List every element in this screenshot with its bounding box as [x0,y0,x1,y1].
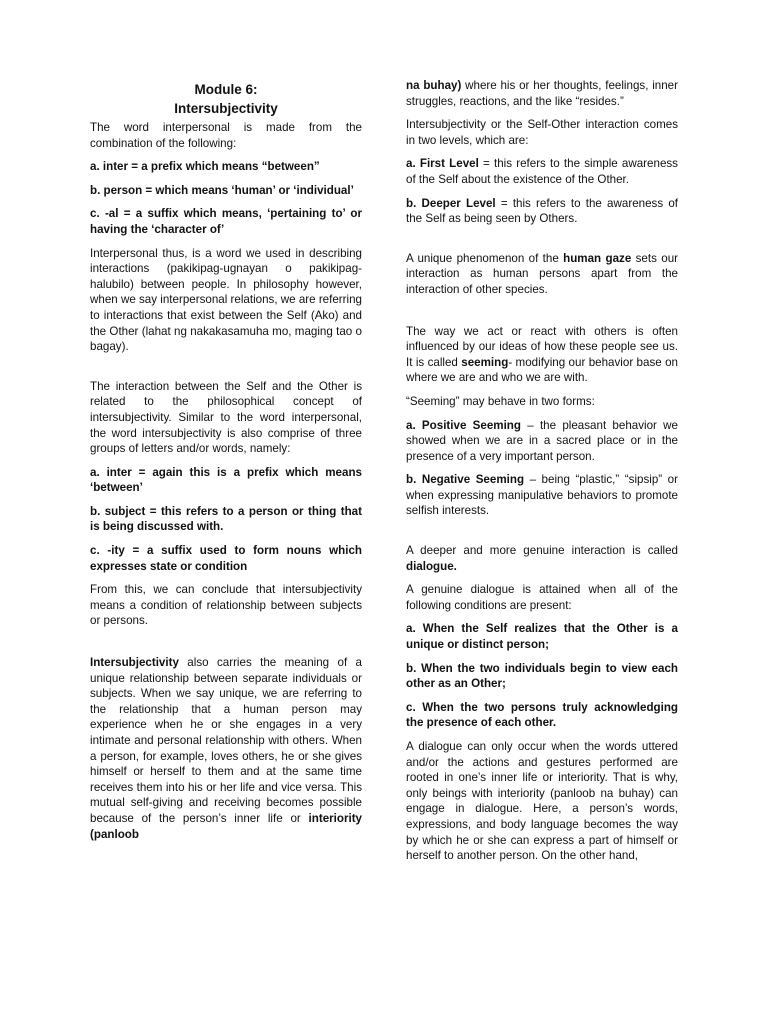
paragraph-human-gaze-pre: A unique phenomenon of the [406,251,564,265]
term-intersubjectivity: Intersubjectivity [90,656,179,670]
paragraph-human-gaze [406,251,678,298]
paragraph-dialogue [406,543,678,574]
paragraph-seeming-pre: The way we act or react with others is often influenced by our ideas of how these people see us. It is called [406,324,678,369]
term-na-buhay: na buhay) [406,79,462,92]
module-title-line1: Module 6: [194,82,258,97]
paragraph-intersubjectivity-concept: The interaction between the Self and the Other is related to the philosophical concept of intersubjectivity. Similar to the word interpersonal, the word intersubjectivity is also comprise of three groups of letters and/or words, namely: [90,379,362,456]
paragraph-interiority-continued-text: where his or her thoughts, feelings, inner struggles, reactions, and the like “resides.” [406,79,678,108]
level-first [406,156,678,187]
paragraph-interiority-continued [406,78,678,109]
seeming-positive-text: – the pleasant behavior we showed when we are in a sacred place or in the presence of a very important person. [406,418,678,463]
right-column [406,78,678,872]
level-deeper [406,196,678,227]
term-human-gaze: human gaze [563,251,632,265]
paragraph-unique-relationship-text: also carries the meaning of a unique relationship between separate individuals or subjects. When we say unique, we are referring to the relationship that a human person may experience when he or she engages in a very intimate and personal relationship with others. When a person, for example, loves others, he or she gives himself or herself to them and at the same time receives them into his or her life and vice versa. This mutual self-giving and receiving becomes possible because of the person’s inner life or [90,656,362,825]
seeming-negative-text: – being “plastic,” “sipsip” or when expressing manipulative behaviors to promote selfish interests. [406,473,678,518]
level-deeper-text: = this refers to the awareness of the Self as being seen by Others. [406,196,678,226]
seeming-positive [406,418,678,465]
term-seeming: seeming [461,355,509,369]
paragraph-interpersonal-meaning: Interpersonal thus, is a word we used in describing interactions (pakikipag-ugnayan o pakikipag-halubilo) between people. In philosophy however, when we say interpersonal relations, we are referring to interactions that exist between the Self (Ako) and the Other (lahat ng nakakasamuha mo, maging tao o bagay). [90,246,362,354]
module-title-line2: Intersubjectivity [174,101,278,116]
paragraph-dialogue-conditions: A genuine dialogue is attained when all of the following conditions are present: [406,583,678,612]
paragraph-seeming [406,324,678,386]
term-negative-seeming: b. Negative Seeming [406,473,525,487]
term-positive-seeming: a. Positive Seeming [406,418,521,432]
paragraph-seeming-forms: “Seeming” may behave in two forms: [406,394,595,408]
paragraph-seeming-text: - modifying our behavior base on where we are and who we are with. [406,355,678,385]
condition-c: c. When the two persons truly acknowledging the presence of each other. [406,700,678,730]
term-deeper-level: b. Deeper Level [406,196,496,210]
paragraph-two-levels: Intersubjectivity or the Self-Other interaction comes in two levels, which are: [406,118,678,147]
definition-inter-again: a. inter = again this is a prefix which means ‘between’ [90,465,362,495]
paragraph-interpersonal-intro: The word interpersonal is made from the combination of the following: [90,121,362,150]
definition-inter: a. inter = a prefix which means “between” [90,160,320,174]
term-dialogue: dialogue. [406,559,457,573]
definition-ity: c. -ity = a suffix used to form nouns which expresses state or condition [90,544,362,573]
definition-person: b. person = which means ‘human’ or ‘individual’ [90,183,354,197]
definition-subject: b. subject = this refers to a person or thing that is being discussed with. [90,504,362,534]
left-column [90,80,362,850]
definition-al: c. -al = a suffix which means, ‘pertaining to’ or having the ‘character of’ [90,207,362,236]
seeming-negative [406,472,678,519]
paragraph-dialogue-occurs: A dialogue can only occur when the words uttered and/or the actions and gestures performed are rooted in one’s inner life or interiority. That is why, only beings with interiority (panloob na buhay) can engage in dialogue. Here, a person’s words, expressions, and body language becomes the way by which he or she can express a part of himself or herself to another person. On the other hand, [406,740,678,863]
module-title [90,80,362,118]
condition-b: b. When the two individuals begin to view each other as an Other; [406,661,678,691]
term-interiority: interiority (panloob [90,811,362,841]
paragraph-human-gaze-text: sets our interaction as human persons apart from the interaction of other species. [406,251,679,296]
condition-a: a. When the Self realizes that the Other is a unique or distinct person; [406,622,678,652]
level-first-text: = this refers to the simple awareness of the Self about the existence of the Other. [406,157,678,186]
paragraph-dialogue-pre: A deeper and more genuine interaction is called [406,544,678,558]
term-first-level: a. First Level [406,157,479,171]
paragraph-conclusion: From this, we can conclude that intersubjectivity means a condition of relationship between subjects or persons. [90,583,362,628]
paragraph-unique-relationship [90,655,362,842]
